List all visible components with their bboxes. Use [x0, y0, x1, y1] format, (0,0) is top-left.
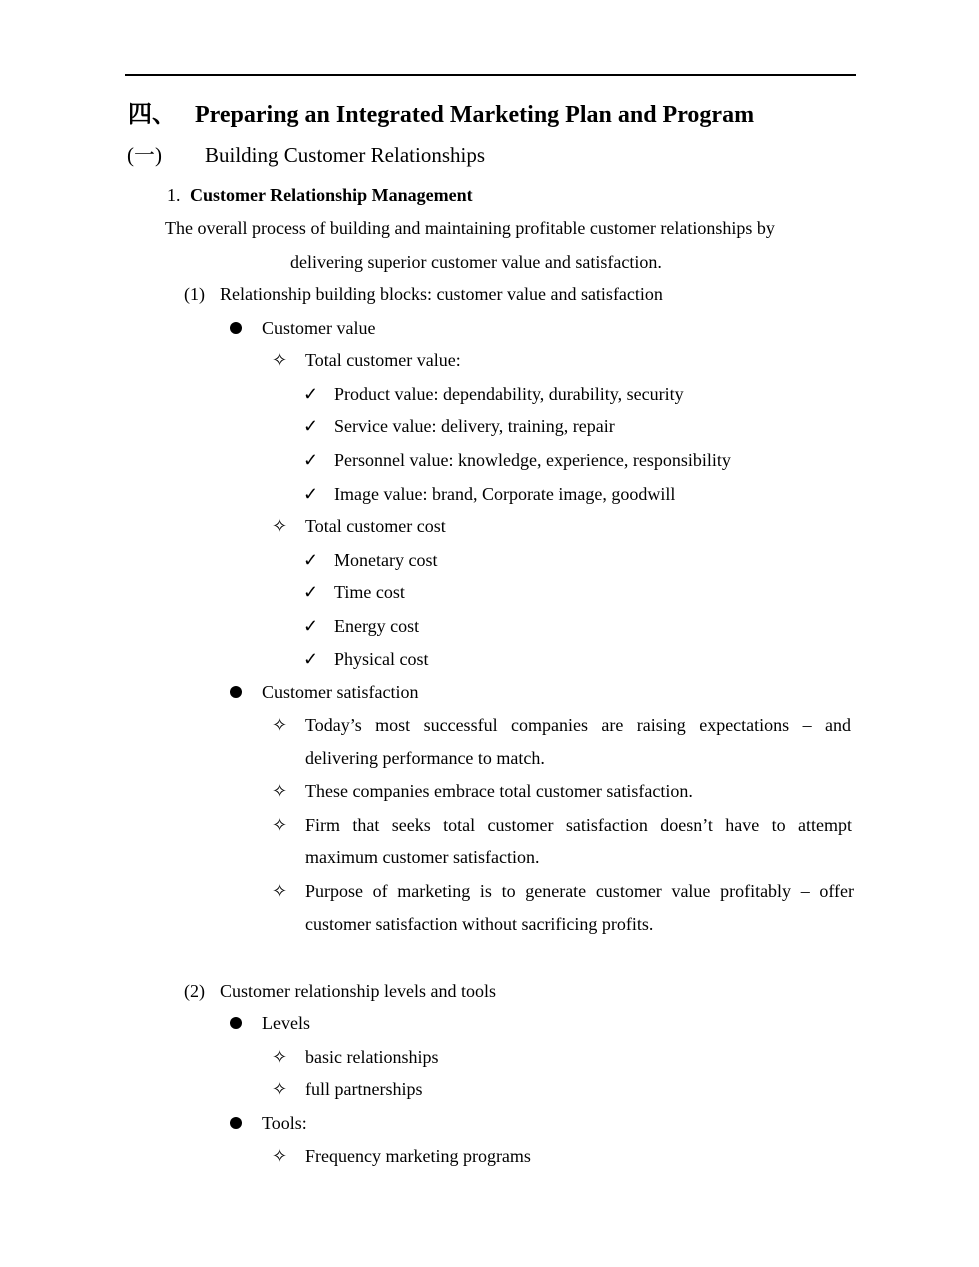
check-icon: ✓: [303, 484, 319, 504]
item-frequency-marketing: Frequency marketing programs: [305, 1146, 531, 1166]
subheading-number: (一): [127, 143, 162, 167]
check-icon: ✓: [303, 450, 319, 470]
satisfaction-item-3-line-1: Firm that seeks total customer satisfaction doesn’t have to attempt: [305, 815, 852, 835]
item-time-cost: Time cost: [334, 582, 405, 602]
diamond-icon: ✧: [272, 516, 288, 536]
point-2-title: Customer relationship levels and tools: [220, 981, 496, 1001]
diamond-icon: ✧: [272, 350, 288, 370]
bullet-levels: Levels: [262, 1013, 310, 1033]
diamond-icon: ✧: [272, 881, 288, 901]
item-physical-cost: Physical cost: [334, 649, 429, 669]
heading-number: 四、: [128, 102, 176, 128]
item-product-value: Product value: dependability, durability, security: [334, 384, 684, 404]
check-icon: ✓: [303, 384, 319, 404]
check-icon: ✓: [303, 649, 319, 669]
bullet-icon: [230, 1117, 242, 1129]
diamond-icon: ✧: [272, 815, 288, 835]
item-image-value: Image value: brand, Corporate image, goodwill: [334, 484, 676, 504]
item-energy-cost: Energy cost: [334, 616, 420, 636]
bullet-customer-value: Customer value: [262, 318, 376, 338]
item-full-partnerships: full partnerships: [305, 1079, 423, 1099]
diamond-icon: ✧: [272, 781, 288, 801]
check-icon: ✓: [303, 582, 319, 602]
check-icon: ✓: [303, 550, 319, 570]
item-basic-relationships: basic relationships: [305, 1047, 439, 1067]
satisfaction-item-2: These companies embrace total customer satisfaction.: [305, 781, 693, 801]
bullet-customer-satisfaction: Customer satisfaction: [262, 682, 419, 702]
section-number: 1.: [167, 185, 181, 205]
diamond-icon: ✧: [272, 1079, 288, 1099]
section-title: Customer Relationship Management: [190, 185, 473, 205]
header-rule: [125, 74, 856, 76]
bullet-icon: [230, 1017, 242, 1029]
item-total-customer-value: Total customer value:: [305, 350, 461, 370]
point-1-number: (1): [184, 284, 205, 304]
bullet-icon: [230, 686, 242, 698]
definition-line-1: The overall process of building and maintaining profitable customer relationships by: [165, 218, 775, 238]
diamond-icon: ✧: [272, 715, 288, 735]
page-heading: Preparing an Integrated Marketing Plan and Program: [195, 102, 755, 128]
satisfaction-item-1-line-2: delivering performance to match.: [305, 748, 545, 768]
check-icon: ✓: [303, 416, 319, 436]
subheading: Building Customer Relationships: [205, 143, 486, 167]
satisfaction-item-4-line-1: Purpose of marketing is to generate customer value profitably – offer: [305, 881, 854, 901]
check-icon: ✓: [303, 616, 319, 636]
satisfaction-item-1-line-1: Today’s most successful companies are raising expectations – and: [305, 715, 851, 735]
diamond-icon: ✧: [272, 1146, 288, 1166]
item-service-value: Service value: delivery, training, repair: [334, 416, 615, 436]
satisfaction-item-4-line-2: customer satisfaction without sacrificing profits.: [305, 914, 654, 934]
point-1-title: Relationship building blocks: customer value and satisfaction: [220, 284, 663, 304]
satisfaction-item-3-line-2: maximum customer satisfaction.: [305, 847, 540, 867]
bullet-icon: [230, 322, 242, 334]
definition-line-2: delivering superior customer value and satisfaction.: [290, 252, 662, 272]
point-2-number: (2): [184, 981, 205, 1001]
item-personnel-value: Personnel value: knowledge, experience, responsibility: [334, 450, 731, 470]
diamond-icon: ✧: [272, 1047, 288, 1067]
item-total-customer-cost: Total customer cost: [305, 516, 446, 536]
item-monetary-cost: Monetary cost: [334, 550, 438, 570]
bullet-tools: Tools:: [262, 1113, 307, 1133]
